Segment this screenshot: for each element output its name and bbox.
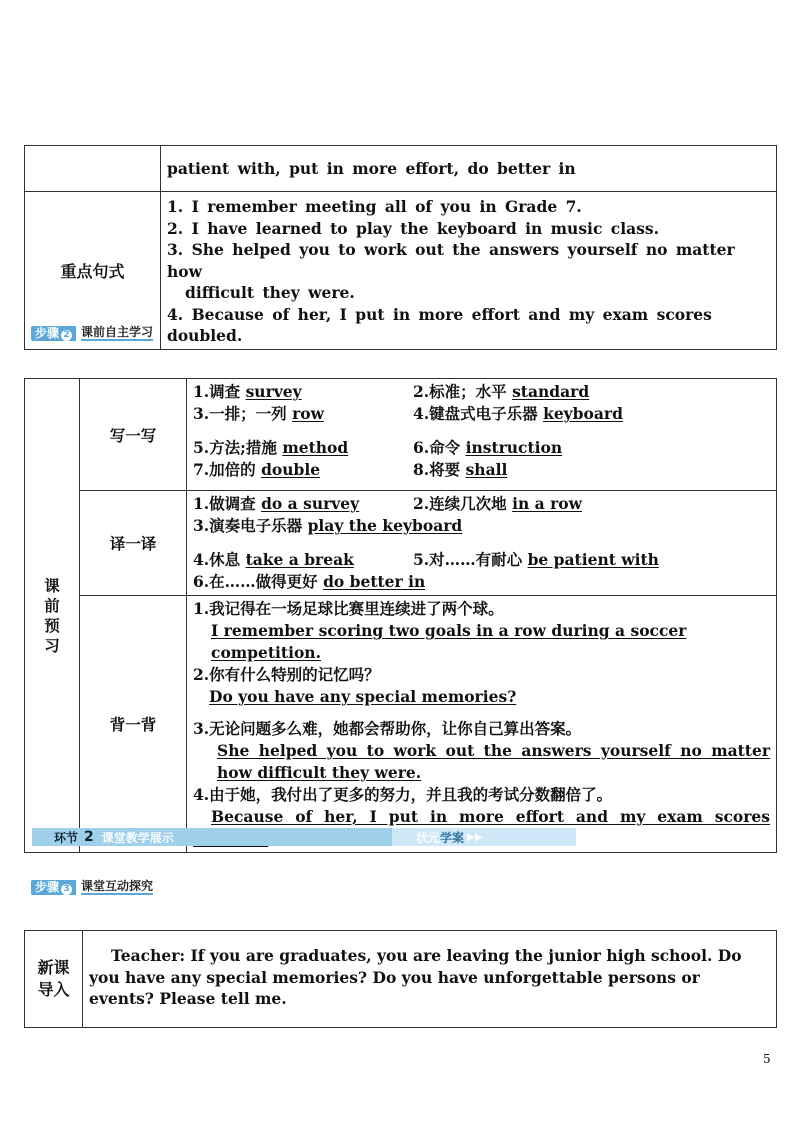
lead-in-table (24, 930, 777, 1028)
preview-section-label: 课 前 预 习 (25, 379, 80, 853)
banner-brand-2: 学案 (440, 830, 465, 845)
lead-in-label: 新课 导入 (25, 931, 83, 1028)
banner-title: 课堂教学展示 (101, 830, 174, 845)
key-sentences-table (24, 145, 777, 350)
sentence-1: 1. I remember meeting all of you in Grade 7. (167, 197, 582, 216)
recite-q2: 2.你有什么特别的记忆吗？ (193, 665, 380, 684)
recite-a1: I remember scoring two goals in a row during a soccer competition. (211, 621, 687, 662)
write-item-3: 3.一排；一列 row (193, 404, 324, 423)
recite-a3-line2: how difficult they were. (217, 763, 422, 782)
step-tag: 步骤 2 (31, 326, 76, 341)
write-item-5: 5.方法;措施 method (193, 438, 349, 457)
translate-item-4: 4.休息 take a break (193, 550, 354, 569)
translate-item-5: 5.对……有耐心 be patient with (413, 550, 659, 569)
translate-item-3: 3.演奏电子乐器 play the keyboard (193, 516, 463, 535)
translate-label: 译一译 (80, 491, 187, 596)
recite-q1: 1.我记得在一场足球比赛里连续进了两个球。 (193, 599, 504, 618)
empty-label-cell (25, 146, 161, 192)
write-item-7: 7.加倍的 double (193, 460, 321, 479)
banner-huanjie: 环节 (54, 830, 79, 845)
step-title: 课前自主学习 (81, 325, 154, 339)
recite-a3-line1: She helped you to work out the answers yourself no matter (217, 741, 770, 760)
key-sentences-label: 重点句式 (25, 192, 161, 350)
translate-content (187, 491, 777, 596)
step-3-label (31, 880, 153, 895)
recite-content (187, 596, 777, 853)
step-tag: 步骤 3 (31, 880, 76, 895)
lead-in-text: Teacher: If you are graduates, you are leaving the junior high school. Do you have any special memories? Do you have unforgettable persons or events? Please tell me. (83, 931, 777, 1028)
recite-q3: 3.无论问题多么难，她都会帮助你，让你自己算出答案。 (193, 719, 582, 738)
key-sentences-list (161, 192, 777, 350)
write-content (187, 379, 777, 491)
translate-item-2: 2.连续几次地 in a row (413, 494, 582, 513)
write-item-1: 1.调查 survey (193, 382, 302, 401)
recite-q4: 4.由于她，我付出了更多的努力，并且我的考试分数翻倍了。 (193, 785, 613, 804)
banner-num: 2 (84, 829, 94, 845)
translate-item-1: 1.做调查 do a survey (193, 494, 360, 513)
phrases-continued: patient with, put in more effort, do better in (161, 146, 777, 192)
section-banner (32, 828, 576, 846)
write-item-2: 2.标准；水平 standard (413, 382, 590, 401)
double-arrow-icon: ▶▶ (467, 831, 483, 843)
step-title: 课堂互动探究 (81, 879, 154, 893)
write-item-8: 8.将要 shall (413, 460, 508, 479)
recite-a2: Do you have any special memories? (209, 687, 517, 706)
sentence-2: 2. I have learned to play the keyboard in music class. (167, 218, 659, 238)
preview-table (24, 378, 777, 853)
page-number: 5 (763, 1052, 771, 1066)
recite-label: 背一背 (80, 596, 187, 853)
sentence-4: 4. Because of her, I put in more effort and my exam scores doubled. (167, 304, 712, 345)
sentence-3: 3. She helped you to work out the answers yourself no matter how (167, 240, 735, 281)
write-label: 写一写 (80, 379, 187, 491)
banner-brand-1: 状元 (416, 830, 441, 845)
sentence-3-cont: difficult they were. (185, 283, 355, 302)
translate-item-6: 6.在……做得更好 do better in (193, 572, 426, 591)
recite-a4-line1: Because of her, I put in more effort and my exam scores (211, 807, 770, 826)
write-item-6: 6.命令 instruction (413, 438, 563, 457)
write-item-4: 4.键盘式电子乐器 keyboard (413, 404, 623, 423)
step-2-label (31, 326, 153, 341)
